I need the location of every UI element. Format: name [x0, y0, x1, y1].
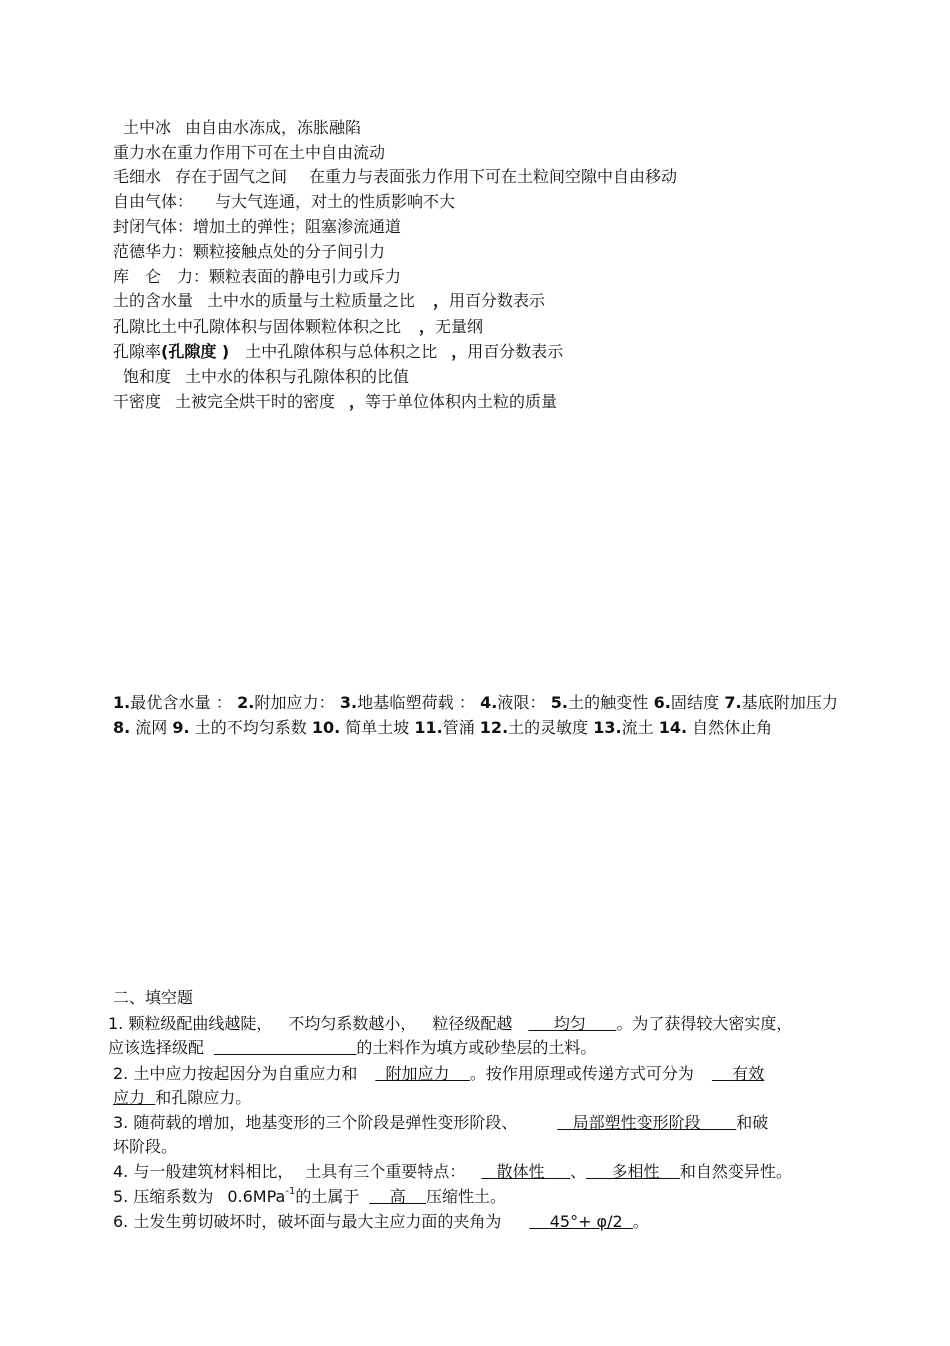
question-text: 。: [632, 1212, 649, 1231]
definition-line: [123, 118, 361, 138]
term-text: 液限：: [497, 693, 546, 712]
definition-term: 自由气体：: [113, 192, 194, 211]
question-2-cont: [113, 1088, 251, 1108]
answer-blank: [369, 1187, 426, 1206]
answer-blank: [529, 1212, 633, 1231]
definition-desc: 用百分数表示: [467, 342, 564, 361]
term-text: 流网: [130, 718, 168, 737]
question-text: 的土料作为填方或砂垫层的土料。: [356, 1038, 597, 1057]
answer-blank: [712, 1064, 764, 1083]
term-text: 附加应力：: [254, 693, 335, 712]
term-number: 7.: [724, 693, 742, 712]
question-text: 土具有三个重要特点：: [305, 1162, 466, 1181]
section-heading: 二、填空题: [113, 988, 194, 1007]
definition-desc: 增加土的弹性；阻塞渗流通道: [193, 217, 402, 236]
question-text: 5. 压缩系数为: [113, 1187, 214, 1206]
separator: 、: [570, 1162, 587, 1181]
comma: ，: [349, 392, 366, 411]
definition-line: [113, 242, 385, 262]
definition-line: [113, 217, 401, 237]
definition-desc: 土中水的质量与土粒质量之比: [207, 291, 416, 310]
term-number: 1.: [113, 693, 131, 712]
answer-blank: [481, 1162, 570, 1181]
answer-blank: [375, 1064, 470, 1083]
term-number: 2.: [237, 693, 255, 712]
answer-blank: [586, 1162, 680, 1181]
question-text: 的土属于: [295, 1187, 360, 1206]
term-text: 管涌: [442, 718, 475, 737]
term-number: 3.: [339, 693, 358, 712]
question-1: [108, 1014, 792, 1034]
answer-text: 均匀: [553, 1014, 586, 1033]
answer-text: 散体性: [496, 1162, 545, 1181]
definition-desc: 无量纲: [435, 317, 484, 336]
definition-desc: 在重力作用下可在土中自由流动: [161, 143, 386, 162]
term-text: 土的不均匀系数: [189, 718, 307, 737]
answer-text: 有效: [732, 1064, 765, 1083]
definition-desc: 颗粒表面的静电引力或斥力: [209, 267, 402, 286]
question-4: [113, 1162, 792, 1182]
definition-term: 封闭气体：: [113, 217, 194, 236]
definition-desc: 用百分数表示: [449, 291, 546, 310]
definition-line: [123, 367, 409, 387]
term-text: 基底附加压力: [741, 693, 838, 712]
question-2: [113, 1064, 764, 1084]
exponent: -1: [285, 1186, 296, 1197]
answer-text: 45°+ φ/2: [549, 1212, 623, 1231]
term-number: 9.: [172, 718, 190, 737]
term-number: 12.: [479, 718, 509, 737]
question-1-cont: [108, 1038, 596, 1058]
definition-desc: 土被完全烘干时的密度: [175, 392, 336, 411]
definition-term: 干密度: [113, 392, 162, 411]
definition-line: [113, 291, 545, 311]
definition-line: [113, 143, 385, 163]
comma: ，: [433, 291, 450, 310]
term-number: 6.: [653, 693, 671, 712]
answer-text: 高: [389, 1187, 406, 1206]
term-text: 最优含水量 ：: [130, 693, 232, 712]
terms-list: [113, 690, 838, 740]
definition-desc: 土中水的体积与孔隙体积的比值: [185, 367, 410, 386]
definition-term: 孔隙比: [113, 317, 162, 336]
question-text: 。为了获得较大密实度，: [616, 1014, 793, 1033]
question-text: 3. 随荷载的增加，地基变形的三个阶段是弹性变形阶段、: [113, 1113, 518, 1132]
definition-desc: 在重力与表面张力作用下可在土粒间空隙中自由移动: [309, 167, 678, 186]
definition-term: 土的含水量: [113, 291, 194, 310]
definition-term: 土中冰: [123, 118, 172, 137]
definition-line: [113, 192, 455, 212]
term-number: 11.: [414, 718, 443, 737]
term-number: 8.: [113, 718, 131, 737]
definition-term: (孔隙度 ): [161, 342, 230, 361]
question-text: 不均匀系数越小，: [288, 1014, 417, 1033]
question-3: [113, 1113, 768, 1133]
comma: ，: [419, 317, 436, 336]
term-number: 13.: [593, 718, 622, 737]
term-text: 土的灵敏度: [508, 718, 589, 737]
term-text: 自然休止角: [687, 718, 773, 737]
term-text: 地基临塑荷载 ：: [357, 693, 475, 712]
question-text: 2. 土中应力按起因分为自重应力和: [113, 1064, 358, 1083]
definition-desc: 等于单位体积内土粒的质量: [365, 392, 558, 411]
question-3-cont: [113, 1137, 177, 1157]
definition-desc: 与大气连通，对土的性质影响不大: [215, 192, 456, 211]
question-text: 压缩性土。: [426, 1187, 507, 1206]
comma: ，: [451, 342, 468, 361]
question-text: 和破: [736, 1113, 769, 1132]
question-text: 和孔隙应力。: [155, 1088, 252, 1107]
question-text: 1. 颗粒级配曲线越陡，: [108, 1014, 273, 1033]
definition-line: [113, 167, 677, 187]
definition-line: [113, 392, 557, 412]
definition-term: 库 仑 力：: [113, 267, 210, 286]
definition-desc: 由自由水冻成，冻胀融陷: [185, 118, 362, 137]
answer-text: 局部塑性变形阶段: [572, 1113, 701, 1132]
definition-term: 饱和度: [123, 367, 172, 386]
question-text: 和自然变异性。: [679, 1162, 792, 1181]
term-text: 固结度: [670, 693, 720, 712]
definition-line: [113, 317, 483, 337]
term-text: 简单土坡: [340, 718, 410, 737]
definition-term: 孔隙率: [113, 342, 162, 361]
question-text: 坏阶段。: [113, 1137, 178, 1156]
term-number: 14.: [658, 718, 688, 737]
value-text: 0.6MPa: [227, 1187, 286, 1206]
definition-term: 毛细水: [113, 167, 162, 186]
term-number: 4.: [480, 693, 498, 712]
question-text: 。按作用原理或传递方式可分为: [469, 1064, 694, 1083]
answer-text: 附加应力: [385, 1064, 450, 1083]
definition-desc: 土中孔隙体积与总体积之比: [245, 342, 438, 361]
term-text: 流土: [621, 718, 654, 737]
question-6: [113, 1212, 649, 1232]
definition-desc: 土中孔隙体积与固体颗粒体积之比: [161, 317, 402, 336]
answer-text: 应力: [113, 1088, 146, 1107]
question-text: 4. 与一般建筑材料相比，: [113, 1162, 294, 1181]
term-text: 土的触变性: [568, 693, 649, 712]
answer-blank: [113, 1088, 155, 1107]
definition-line: [113, 342, 563, 362]
question-text: 应该选择级配: [108, 1038, 205, 1057]
question-text: 6. 土发生剪切破坏时，破坏面与最大主应力面的夹角为: [113, 1212, 502, 1231]
definition-desc: 颗粒接触点处的分子间引力: [193, 242, 386, 261]
answer-text: 多相性: [611, 1162, 660, 1181]
term-number: 10.: [311, 718, 341, 737]
definition-term: 范德华力：: [113, 242, 194, 261]
answer-blank: [214, 1038, 356, 1057]
question-text: 粒径级配越: [432, 1014, 513, 1033]
definition-term: 重力水: [113, 143, 162, 162]
definition-line: [113, 267, 401, 287]
definition-desc: 存在于固气之间: [175, 167, 288, 186]
answer-blank: [528, 1014, 616, 1033]
question-5: [113, 1187, 506, 1207]
term-number: 5.: [550, 693, 568, 712]
answer-blank: [557, 1113, 736, 1132]
